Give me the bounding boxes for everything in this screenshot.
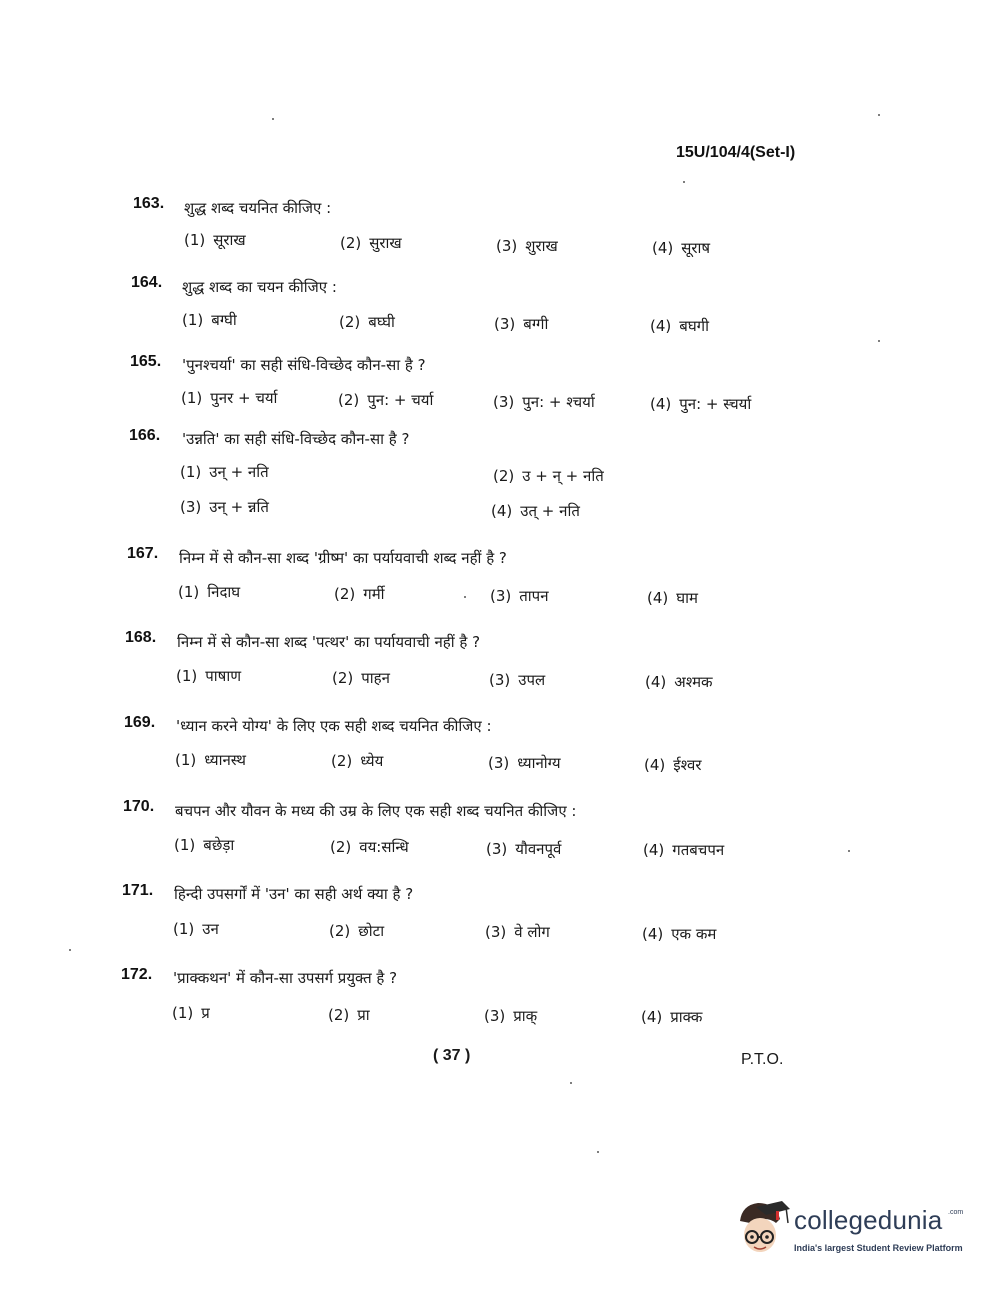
option-4: (4) घाम <box>647 589 698 607</box>
option-4: (4) अश्मक <box>645 673 713 691</box>
option-3: (3) उपल <box>489 671 546 689</box>
option-2: (2) गर्मी <box>334 585 385 603</box>
question-number: 172. <box>121 966 153 983</box>
logo-wordmark: collegedunia <box>794 1205 943 1235</box>
mascot-icon <box>736 1197 792 1261</box>
page-number: ( 37 ) <box>433 1047 471 1064</box>
question-number: 168. <box>125 629 157 646</box>
question-text: शुद्ध शब्द का चयन कीजिए : <box>182 278 337 296</box>
option-2: (2) सुराख <box>340 234 402 252</box>
paper-code: 15U/104/4(Set-I) <box>676 144 796 161</box>
question-number: 169. <box>124 714 156 731</box>
question-number: 166. <box>129 427 161 444</box>
option-4: (4) गतबचपन <box>643 841 725 859</box>
question-text: 'ध्यान करने योग्य' के लिए एक सही शब्द चयनित कीजिए : <box>176 717 492 735</box>
question-number: 165. <box>130 353 162 370</box>
option-1: (1) ध्यानस्थ <box>175 751 246 769</box>
scan-speck <box>878 340 880 342</box>
question-text: शुद्ध शब्द चयनित कीजिए : <box>184 199 332 217</box>
option-1: (1) उन <box>173 920 219 938</box>
option-4: (4) सूराष <box>652 239 711 257</box>
pto-label: P.T.O. <box>741 1051 784 1068</box>
logo-tagline: India's largest Student Review Platform <box>794 1243 963 1253</box>
question-text: निम्न में से कौन-सा शब्द 'ग्रीष्म' का पर्यायवाची शब्द नहीं है ? <box>179 549 507 567</box>
option-2: (2) बघ्घी <box>339 313 395 331</box>
scan-speck <box>878 114 880 116</box>
option-1: (1) बग्घी <box>182 311 237 329</box>
question-text: निम्न में से कौन-सा शब्द 'पत्थर' का पर्यायवाची नहीं है ? <box>177 633 481 651</box>
scan-speck <box>464 596 466 598</box>
option-2: (2) पुन: + चर्या <box>338 391 434 409</box>
option-1: (1) पुनर + चर्या <box>181 389 278 407</box>
scan-speck <box>848 850 850 852</box>
scan-speck <box>69 949 71 951</box>
option-1: (1) पाषाण <box>176 667 242 685</box>
scan-speck <box>570 1082 572 1084</box>
option-2: (2) उ + न् + नति <box>493 467 604 485</box>
question-text: 'प्राक्कथन' में कौन-सा उपसर्ग प्रयुक्त है ? <box>173 969 398 987</box>
option-1: (1) उन् + नति <box>180 463 269 481</box>
option-4: (4) प्राक्क <box>641 1008 703 1026</box>
question-text: हिन्दी उपसर्गों में 'उन' का सही अर्थ क्या है ? <box>174 885 414 903</box>
logo-domain-suffix: .com <box>948 1209 964 1216</box>
question-text: बचपन और यौवन के मध्य की उम्र के लिए एक सही शब्द चयनित कीजिए : <box>175 802 577 820</box>
option-4: (4) बघगी <box>650 317 710 335</box>
scan-speck <box>272 118 274 120</box>
question-number: 170. <box>123 798 155 815</box>
option-3: (3) तापन <box>490 587 549 605</box>
option-4: (4) ईश्वर <box>644 756 702 774</box>
option-3: (3) ध्यानोग्य <box>488 754 561 772</box>
option-3: (3) बग्गी <box>494 315 549 333</box>
option-2: (2) छोटा <box>329 922 385 940</box>
scan-speck <box>683 181 685 183</box>
question-number: 167. <box>127 545 159 562</box>
option-1: (1) निदाघ <box>178 583 241 601</box>
option-1: (1) प्र <box>172 1004 210 1022</box>
option-2: (2) वय:सन्धि <box>330 838 409 856</box>
collegedunia-logo <box>736 1197 966 1261</box>
option-3: (3) प्राक् <box>484 1007 538 1025</box>
option-3: (3) यौवनपूर्व <box>486 840 562 858</box>
question-number: 164. <box>131 274 163 291</box>
option-2: (2) पाहन <box>332 669 390 687</box>
option-4: (4) पुन: + स्चर्या <box>650 395 752 413</box>
option-4: (4) एक कम <box>642 925 717 943</box>
question-text: 'उन्नति' का सही संधि-विच्छेद कौन-सा है ? <box>182 430 410 448</box>
option-1: (1) सूराख <box>184 231 246 249</box>
option-3: (3) उन् + न्नति <box>180 498 269 516</box>
option-2: (2) प्रा <box>328 1006 370 1024</box>
option-3: (3) वे लोग <box>485 923 550 941</box>
option-3: (3) पुन: + श्चर्या <box>493 393 595 411</box>
question-number: 163. <box>133 195 165 212</box>
option-1: (1) बछेड़ा <box>174 836 235 854</box>
scan-speck <box>597 1151 599 1153</box>
option-4: (4) उत् + नति <box>491 502 580 520</box>
option-2: (2) ध्येय <box>331 752 384 770</box>
question-text: 'पुनश्चर्या' का सही संधि-विच्छेद कौन-सा है ? <box>182 356 426 374</box>
option-3: (3) शुराख <box>496 237 558 255</box>
question-number: 171. <box>122 882 154 899</box>
